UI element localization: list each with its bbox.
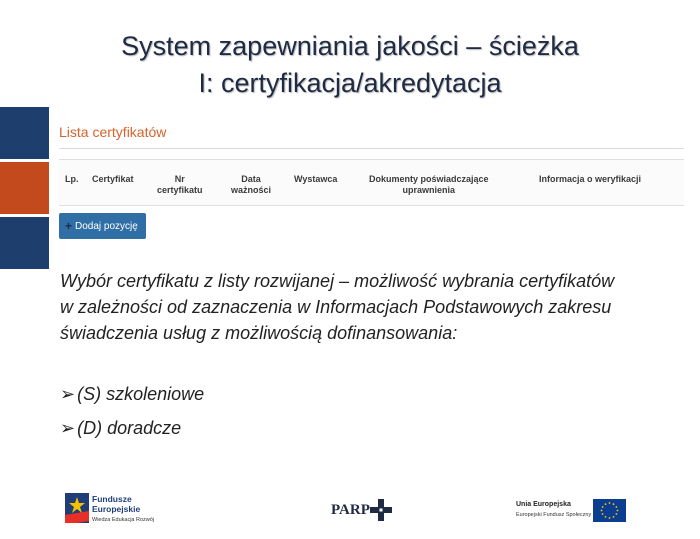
table-header <box>59 159 684 206</box>
column-header-verification-info: Informacja o weryfikacji <box>539 174 642 184</box>
column-header-documents: Dokumenty poświadczające uprawnienia <box>369 174 489 195</box>
eu-subtitle: Europejski Fundusz Społeczny <box>516 512 592 518</box>
sidebar-accent-orange <box>0 162 49 214</box>
panel-divider <box>59 148 684 149</box>
fundusze-europejskie-logo-icon <box>65 493 89 529</box>
add-item-button[interactable] <box>59 213 146 239</box>
bullet-item <box>60 384 204 405</box>
sidebar-accent-navy-top <box>0 107 49 159</box>
plus-icon: + <box>65 219 73 233</box>
description-text: Wybór certyfikatu z listy rozwijanej – możliwość wybrania certyfikatów w zależności od zaznaczenia w Informacjach Podstawowych zakresu świadczenia usług z możliwością dofinansowania: <box>60 271 615 343</box>
sidebar-accent-navy-bottom <box>0 217 49 269</box>
eu-flag-icon <box>593 499 626 522</box>
bullet-text: (D) doradcze <box>77 418 182 438</box>
column-header-issuer: Wystawca <box>294 174 338 184</box>
parp-label: PARP <box>331 502 370 518</box>
slide-title-line-1: System zapewniania jakości – ścieżka <box>121 31 579 61</box>
slide-title <box>0 28 700 102</box>
column-header-expiry-date: Data ważności <box>231 174 272 195</box>
bullet-item <box>60 418 181 439</box>
fundusze-europejskie-label: Fundusze Europejskie <box>92 494 141 514</box>
add-item-label: Dodaj pozycję <box>75 220 138 232</box>
panel-title: Lista certyfikatów <box>59 124 167 140</box>
arrow-bullet-icon: ➢ <box>60 384 76 404</box>
eu-label: Unia Europejska <box>516 501 571 508</box>
certificate-list-panel <box>59 112 684 246</box>
arrow-bullet-icon: ➢ <box>60 418 76 438</box>
bullet-text: (S) szkoleniowe <box>77 384 205 404</box>
column-header-certificate-number: Nr certyfikatu <box>157 174 203 195</box>
fundusze-europejskie-subtitle: Wiedza Edukacja Rozwój <box>92 517 155 523</box>
column-header-certificate: Certyfikat <box>92 174 134 184</box>
slide-title-line-2: I: certyfikacja/akredytacja <box>198 68 502 98</box>
column-header-lp: Lp. <box>65 174 79 184</box>
footer-logos <box>0 480 700 539</box>
parp-logo-icon <box>370 499 392 521</box>
